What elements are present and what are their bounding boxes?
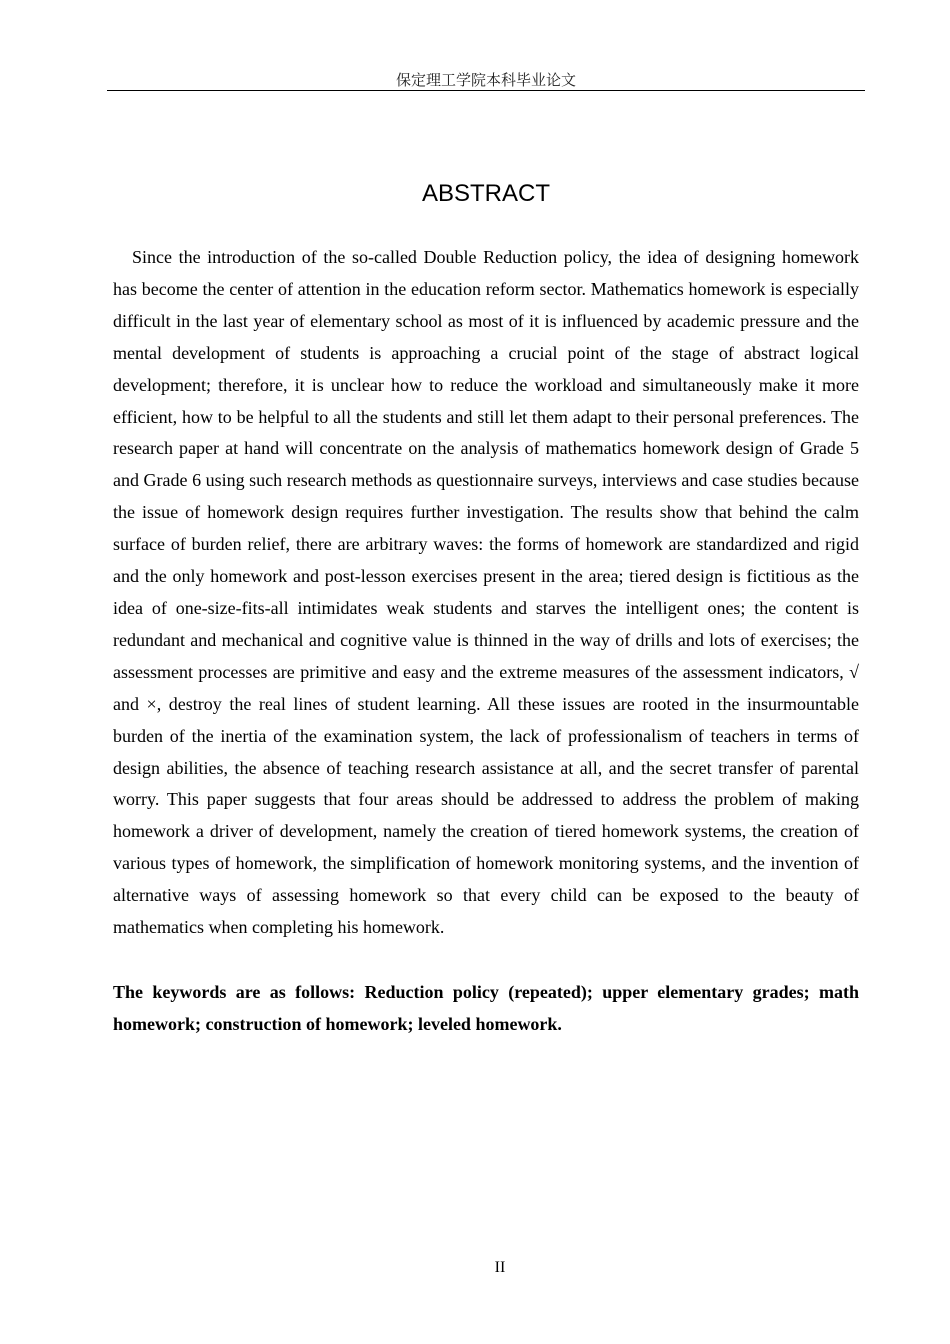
abstract-title: ABSTRACT	[421, 180, 550, 207]
running-header: 保定理工学院本科毕业论文	[395, 71, 576, 89]
page-number: II	[494, 1259, 506, 1276]
header-divider	[107, 90, 865, 91]
keywords: The keywords are as follows: Reduction policy (repeated); upper elementary grades; math homework; construction of homework; leveled homework.	[113, 982, 859, 1034]
abstract-body: Since the introduction of the so-called Double Reduction policy, the idea of designing homework has become the center of attention in the education reform sector. Mathematics homework is especially difficult in the last year of elementary school as most of it is influenced by academic pressure and the mental development of students is approaching a crucial point of the stage of abstract logical development; therefore, it is unclear how to reduce the workload and simultaneously make it more efficient, how to be helpful to all the students and still let them adapt to their personal preferences. The research paper at hand will concentrate on the analysis of mathematics homework design of Grade 5 and Grade 6 using such research methods as questionnaire surveys, interviews and case studies because the issue of homework design requires further investigation. The results show that behind the calm surface of burden relief, there are arbitrary waves: the forms of homework are standardized and rigid and the only homework and post-lesson exercises present in the area; tiered design is fictitious as the idea of one-size-fits-all intimidates weak students and starves the intelligent ones; the content is redundant and mechanical and cognitive value is thinned in the way of drills and lots of exercises; the assessment processes are primitive and easy and the extreme measures of the assessment indicators, √ and ×, destroy the real lines of student learning. All these issues are rooted in the insurmountable burden of the inertia of the examination system, the lack of professionalism of teachers in terms of design abilities, the absence of teaching research assistance at all, and the secret transfer of parental worry. This paper suggests that four areas should be addressed to address the problem of making homework a driver of development, namely the creation of tiered homework systems, the creation of various types of homework, the simplification of homework monitoring systems, and the invention of alternative ways of assessing homework so that every child can be exposed to the beauty of mathematics when completing his homework.	[113, 247, 859, 938]
